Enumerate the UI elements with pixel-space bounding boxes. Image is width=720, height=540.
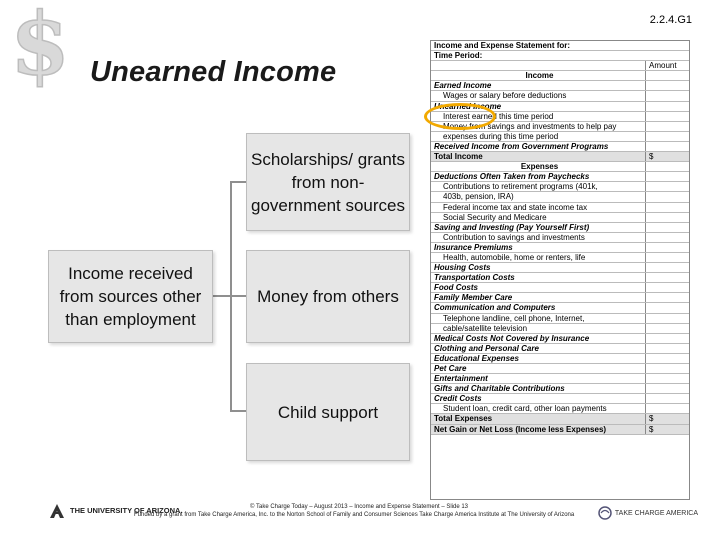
unearned-income-highlight	[424, 103, 496, 130]
statement-row-label: Social Security and Medicare	[431, 213, 646, 222]
statement-row-label: Family Member Care	[431, 293, 646, 302]
statement-row-label: Insurance Premiums	[431, 243, 646, 252]
statement-row-label: Medical Costs Not Covered by Insurance	[431, 334, 646, 343]
statement-row	[431, 51, 689, 61]
statement-row-label: Entertainment	[431, 374, 646, 383]
statement-row-amount: Amount	[649, 61, 677, 71]
statement-row	[431, 414, 689, 424]
statement-row-amount	[646, 283, 689, 292]
statement-row-label: cable/satellite television	[431, 324, 646, 333]
statement-row-label: Transportation Costs	[431, 273, 646, 282]
statement-row-amount	[646, 324, 689, 333]
statement-row-label: Saving and Investing (Pay Yourself First)	[431, 223, 646, 232]
statement-row-amount	[646, 273, 689, 282]
statement-row-amount	[646, 233, 689, 242]
root-node-label: Income received from sources other than employment	[59, 264, 202, 329]
statement-row-label: Pet Care	[431, 364, 646, 373]
statement-row-amount	[646, 374, 689, 383]
statement-row	[431, 394, 689, 404]
statement-row-label: Time Period:	[434, 51, 483, 61]
statement-row-label: Income and Expense Statement for:	[434, 41, 571, 50]
statement-row-amount: $	[649, 152, 654, 162]
statement-row-amount	[646, 102, 689, 111]
page-title: Unearned Income	[90, 56, 337, 88]
statement-row-amount	[646, 182, 689, 191]
statement-row-amount	[646, 384, 689, 393]
statement-row	[431, 334, 689, 344]
statement-row	[431, 81, 689, 91]
statement-row	[431, 152, 689, 162]
statement-row-amount	[646, 112, 689, 121]
statement-row-label: Expenses	[431, 162, 646, 171]
statement-row-amount: $	[649, 424, 654, 434]
statement-row	[431, 384, 689, 394]
statement-row-label: Gifts and Charitable Contributions	[431, 384, 646, 393]
statement-row-label: Interest earned this time period	[431, 112, 646, 121]
statement-row	[431, 303, 689, 313]
connector-child-3	[230, 410, 246, 412]
footer-copyright: © Take Charge Today – August 2013 – Income and Expense Statement – Slide 13	[250, 504, 469, 510]
tca-logo-text: TAKE CHARGE AMERICA	[614, 509, 698, 517]
statement-row-label: Credit Costs	[431, 394, 646, 403]
statement-row-amount	[646, 122, 689, 131]
statement-row-label: Food Costs	[431, 283, 646, 292]
statement-row-amount	[646, 344, 689, 353]
statement-row-label: Deductions Often Taken from Paychecks	[431, 172, 646, 181]
statement-row-label: Received Income from Government Programs	[431, 142, 646, 151]
statement-row-amount	[646, 364, 689, 373]
statement-row-amount	[646, 91, 689, 100]
statement-row	[431, 425, 689, 435]
statement-row	[431, 364, 689, 374]
statement-row-label: Earned Income	[431, 81, 646, 90]
statement-row-amount: $	[649, 414, 654, 424]
statement-row-label: Net Gain or Net Loss (Income less Expenses)	[431, 425, 646, 434]
child-node-label: Child support	[277, 402, 379, 422]
statement-row	[431, 71, 689, 81]
statement-row-label: Student loan, credit card, other loan payments	[431, 404, 646, 413]
statement-row-amount	[646, 71, 689, 80]
statement-row	[431, 91, 689, 101]
statement-row-amount	[646, 81, 689, 90]
statement-row	[431, 142, 689, 152]
swirl-icon	[598, 506, 612, 520]
statement-row	[431, 263, 689, 273]
statement-row	[431, 253, 689, 263]
statement-row-label: Federal income tax and state income tax	[431, 203, 646, 212]
statement-row-label: Money from savings and investments to help pay	[431, 122, 646, 131]
statement-row-label: Contributions to retirement programs (401k,	[431, 182, 646, 191]
statement-row-label: Communication and Computers	[431, 303, 646, 312]
statement-row-label: Housing Costs	[431, 263, 646, 272]
slide-code: 2.2.4.G1	[649, 14, 692, 26]
statement-row	[431, 41, 689, 51]
statement-row	[431, 273, 689, 283]
statement-row	[431, 182, 689, 192]
diagram-child-money-from-others	[246, 250, 410, 343]
child-node-label: Scholarships/ grants from non-government sources	[250, 149, 406, 215]
statement-row-label: Contribution to savings and investments	[431, 233, 646, 242]
statement-row-label: expenses during this time period	[431, 132, 646, 141]
statement-row-amount	[646, 223, 689, 232]
statement-row-amount	[646, 203, 689, 212]
connector-child-1	[230, 181, 246, 183]
footer-funding: Funded by a grant from Take Charge America, Inc. to the Norton School of Family and Consumer Sciences Take Charge America Institute at The University of Arizona	[134, 512, 575, 518]
statement-row	[431, 162, 689, 172]
take-charge-america-logo	[598, 506, 698, 520]
connector-child-2	[230, 295, 246, 297]
statement-row-amount	[646, 253, 689, 262]
connector-root	[211, 295, 231, 297]
statement-row-label: Telephone landline, cell phone, Internet,	[431, 314, 646, 323]
statement-row-label: Clothing and Personal Care	[431, 344, 646, 353]
diagram-root-node	[48, 250, 213, 343]
statement-row-amount	[646, 394, 689, 403]
statement-row-label: 403b, pension, IRA)	[431, 192, 646, 201]
ua-logo-text: THE UNIVERSITY OF ARIZONA.	[70, 506, 183, 515]
statement-row	[431, 213, 689, 223]
statement-row-label: Wages or salary before deductions	[431, 91, 646, 100]
statement-row-amount	[646, 334, 689, 343]
dollar-sign-logo	[4, 0, 76, 90]
statement-row-label: Total Expenses	[431, 414, 646, 423]
statement-row-amount	[646, 162, 689, 171]
statement-row-amount	[646, 142, 689, 151]
statement-row	[431, 192, 689, 202]
statement-row	[431, 344, 689, 354]
statement-row-amount	[646, 354, 689, 363]
statement-row-label: Total Income	[431, 152, 646, 161]
statement-row-amount	[646, 132, 689, 141]
diagram-child-child-support	[246, 363, 410, 461]
statement-row	[431, 404, 689, 414]
statement-row-amount	[646, 213, 689, 222]
statement-row-label: Unearned Income	[431, 102, 646, 111]
statement-row-amount	[646, 172, 689, 181]
statement-row	[431, 233, 689, 243]
diagram-child-scholarships	[246, 133, 410, 231]
statement-row	[431, 314, 689, 324]
statement-row-label: Income	[431, 71, 646, 80]
statement-row	[431, 283, 689, 293]
arizona-a-icon	[48, 502, 66, 520]
statement-row-amount	[646, 263, 689, 272]
statement-row-label: Health, automobile, home or renters, life	[431, 253, 646, 262]
statement-row	[431, 172, 689, 182]
statement-row-amount	[646, 243, 689, 252]
statement-row	[431, 223, 689, 233]
statement-row	[431, 132, 689, 142]
statement-row	[431, 324, 689, 334]
statement-row-label	[431, 61, 646, 70]
statement-row-label: Educational Expenses	[431, 354, 646, 363]
statement-row	[431, 243, 689, 253]
statement-row	[431, 354, 689, 364]
statement-row-amount	[646, 314, 689, 323]
statement-row-amount	[646, 293, 689, 302]
statement-row-amount	[646, 192, 689, 201]
statement-row	[431, 61, 689, 71]
statement-row	[431, 293, 689, 303]
statement-row-amount	[646, 404, 689, 413]
statement-row	[431, 203, 689, 213]
statement-row-amount	[646, 303, 689, 312]
statement-row	[431, 374, 689, 384]
child-node-label: Money from others	[257, 287, 399, 306]
svg-text:$: $	[10, 0, 70, 90]
